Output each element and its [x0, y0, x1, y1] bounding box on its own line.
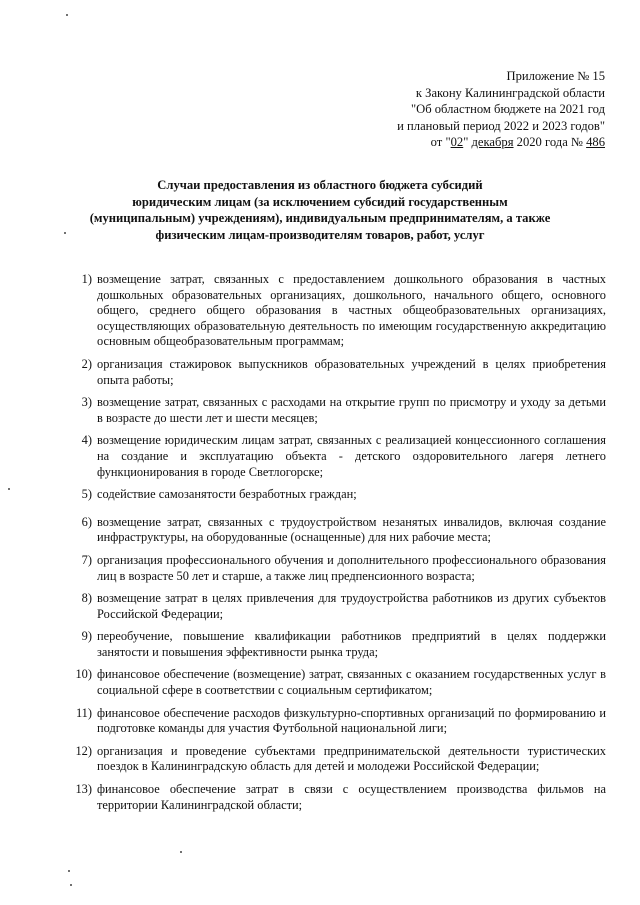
- list-item: [62, 706, 606, 737]
- item-number: 7): [81, 552, 92, 567]
- list-item: [62, 272, 606, 350]
- date-day: 02: [450, 135, 464, 150]
- item-number: 13): [75, 782, 92, 797]
- item-number: 10): [75, 667, 92, 682]
- item-number: 5): [81, 487, 92, 502]
- item-text: финансовое обеспечение затрат в связи с осуществлением производства фильмов на территории Калининградской области;: [97, 782, 606, 812]
- list-item: [62, 395, 606, 426]
- list-item: [62, 357, 606, 388]
- item-text: возмещение затрат, связанных с предоставлением дошкольного образования в частных дошкольных образовательных организациях, дошкольного, начального общего, основного общего, среднего общего образования в частных общеобразовательных организациях, осуществляющих образовательную деятельность по имеющим государственную аккредитацию основным общеобразовательным программам;: [97, 272, 606, 349]
- list-item: [62, 515, 606, 546]
- law-number: 486: [586, 135, 605, 150]
- scan-speck: [8, 488, 10, 490]
- date-year: 2020 года №: [513, 135, 587, 150]
- list-item: [62, 782, 606, 813]
- item-number: 11): [75, 705, 92, 720]
- appendix-header: [397, 68, 605, 151]
- item-text: возмещение затрат, связанных с расходами на открытие групп по присмотру и уходу за детьми в возрасте до шести лет и шести месяцев;: [97, 395, 606, 425]
- item-number: 6): [81, 514, 92, 529]
- date-month: декабря: [471, 135, 514, 150]
- item-text: переобучение, повышение квалификации работников предприятий в целях поддержки занятости и повышения эффективности рынка труда;: [97, 629, 606, 659]
- item-text: финансовое обеспечение (возмещение) затрат, связанных с оказанием государственных услуг в социальной сфере в соответствии с социальным сертификатом;: [97, 667, 606, 698]
- list-item: [62, 744, 606, 775]
- item-text: содействие самозанятости безработных граждан;: [97, 487, 357, 502]
- list-item: [62, 667, 606, 698]
- list-item: [62, 591, 606, 622]
- item-number: 4): [81, 433, 92, 448]
- item-text: организация профессионального обучения и дополнительного профессионального образования лиц в возрасте 50 лет и старше, а также лиц предпенсионного возраста;: [97, 552, 606, 583]
- header-line-4: и плановый период 2022 и 2023 годов": [397, 118, 605, 133]
- item-text: организация стажировок выпускников образовательных учреждений в целях приобретения опыта работы;: [97, 356, 606, 387]
- cases-list: [62, 272, 606, 820]
- list-item: [62, 629, 606, 660]
- header-line-2: к Закону Калининградской области: [415, 85, 605, 100]
- title-line-1: Случаи предоставления из областного бюджета субсидий: [157, 178, 483, 192]
- item-number: 9): [81, 629, 92, 644]
- list-item: [62, 433, 606, 480]
- header-date-line: [397, 134, 605, 151]
- item-number: 1): [81, 272, 92, 286]
- title-line-4: физическим лицам-производителям товаров, работ, услуг: [155, 227, 485, 242]
- date-mid: ": [463, 135, 472, 150]
- title-line-2: юридическим лицам (за исключением субсидий государственным: [132, 194, 508, 209]
- list-item: [62, 487, 606, 503]
- document-title: [60, 177, 580, 243]
- scan-speck: [70, 884, 72, 886]
- item-number: 8): [81, 591, 92, 606]
- list-item: [62, 553, 606, 584]
- item-text: организация и проведение субъектами предпринимательской деятельности туристических поездок в Калининградскую область для детей и молодежи Российской Федерации;: [97, 743, 606, 774]
- scan-speck: [180, 851, 182, 853]
- scan-speck: [66, 14, 68, 16]
- item-text: финансовое обеспечение расходов физкультурно-спортивных организаций по формированию и подготовке команды для участия Футбольной национальной лиги;: [97, 705, 606, 736]
- date-prefix: от ": [430, 135, 451, 150]
- item-number: 2): [81, 356, 92, 371]
- scan-speck: [64, 232, 66, 234]
- item-text: возмещение затрат, связанных с трудоустройством незанятых инвалидов, включая создание инфраструктуры, на оборудованные (оснащенные) для них рабочие места;: [97, 514, 606, 545]
- item-text: возмещение затрат в целях привлечения для трудоустройства работников из других субъектов Российской Федерации;: [97, 591, 606, 621]
- header-line-1: Приложение № 15: [506, 69, 605, 83]
- item-number: 12): [75, 743, 92, 758]
- item-number: 3): [81, 395, 92, 410]
- scan-speck: [68, 870, 70, 872]
- title-line-3: (муниципальным) учреждениям), индивидуальным предпринимателям, а также: [89, 211, 551, 226]
- item-text: возмещение юридическим лицам затрат, связанных с реализацией концессионного соглашения на создание и эксплуатацию объекта - детского оздоровительного лагеря летнего функционирования в городе Светлогорске;: [97, 433, 606, 479]
- header-line-3: "Об областном бюджете на 2021 год: [410, 102, 605, 117]
